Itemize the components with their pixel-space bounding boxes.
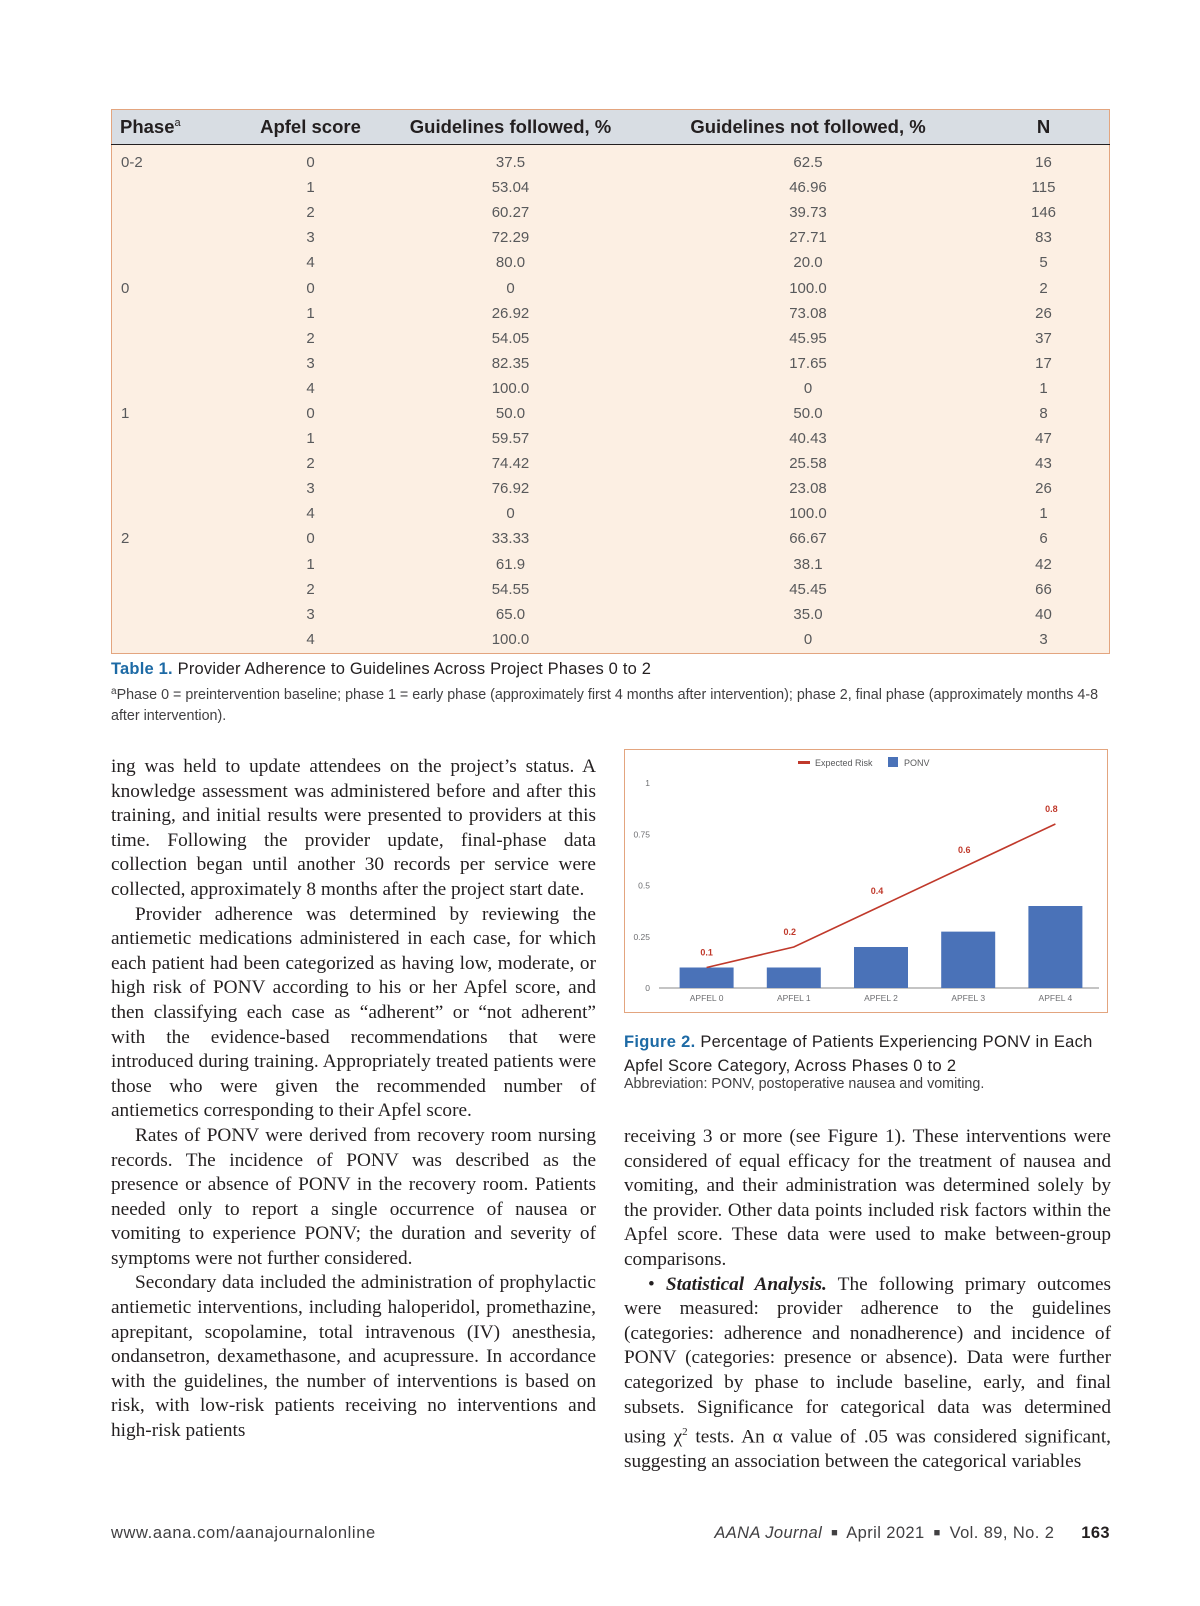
table-cell-n: 37 [1035, 329, 1052, 347]
table-row [112, 145, 1110, 176]
table-cell-apfel: 0 [306, 404, 315, 422]
table-cell-apfel: 2 [306, 204, 315, 222]
table-cell-followed: 54.55 [491, 580, 530, 598]
table-cell-followed: 80.0 [495, 254, 526, 272]
table-cell-n: 115 [1031, 179, 1056, 197]
table-cell-followed: 33.33 [491, 530, 530, 548]
x-tick-label: APFEL 1 [776, 993, 811, 1003]
table-cell-followed: 60.27 [491, 204, 530, 222]
table-cell-phase [112, 552, 239, 577]
volume: Vol. 89, No. 2 [949, 1524, 1055, 1542]
table-cell-n: 146 [1030, 204, 1057, 222]
table-cell-n: 43 [1035, 455, 1052, 473]
table-cell-apfel: 4 [306, 379, 315, 397]
table-cell-not-followed: 35.0 [793, 605, 823, 623]
table-cell-phase [112, 577, 239, 602]
table-row [112, 326, 1110, 351]
table-cell-n: 42 [1035, 555, 1052, 573]
table-header-row [112, 110, 1110, 145]
table-row [112, 426, 1110, 451]
table-cell-phase [112, 351, 239, 376]
data-label: 0.8 [1045, 804, 1058, 814]
x-tick-label: APFEL 2 [864, 993, 898, 1003]
section-heading: Statistical Analysis. [665, 1273, 827, 1295]
table-cell-phase: 0-2 [121, 154, 143, 172]
table-row [112, 476, 1110, 501]
data-label: 0.2 [783, 927, 797, 937]
ponv-bar [767, 968, 821, 989]
table-cell-apfel: 2 [306, 580, 315, 598]
page-number: 163 [1081, 1524, 1110, 1542]
table-cell-apfel: 1 [306, 430, 315, 448]
table-row [112, 552, 1110, 577]
table-caption [111, 660, 1111, 679]
table-cell-not-followed: 66.67 [789, 530, 827, 548]
table-cell-not-followed: 40.43 [789, 430, 827, 448]
table-cell-followed: 100.0 [491, 379, 530, 397]
y-tick-label: 0.75 [633, 829, 650, 840]
table-cell-followed: 0 [506, 505, 515, 523]
table-row [112, 627, 1110, 654]
table-row [112, 602, 1110, 627]
table-cell-followed: 82.35 [491, 354, 530, 372]
table-cell-not-followed: 45.45 [789, 580, 827, 598]
table-cell-n: 40 [1035, 605, 1052, 623]
y-tick-label: 0.5 [638, 880, 650, 891]
table-cell-not-followed: 0 [803, 631, 813, 649]
legend-label-expected-risk: Expected Risk [815, 758, 873, 768]
table-cell-phase [112, 602, 239, 627]
table-cell-phase [112, 175, 239, 200]
table-body [112, 145, 1110, 654]
table-cell-followed: 37.5 [495, 154, 526, 172]
table-cell-apfel: 0 [306, 530, 315, 548]
table-row [112, 225, 1110, 250]
data-label: 0.1 [700, 947, 713, 958]
table-cell-phase [112, 426, 239, 451]
table-row [112, 200, 1110, 225]
table-row [112, 526, 1110, 551]
table-cell-not-followed: 39.73 [789, 204, 827, 222]
table-row [112, 175, 1110, 200]
table-cell-followed: 54.05 [491, 329, 530, 347]
table-row [112, 577, 1110, 602]
table-cell-n: 1 [1039, 505, 1048, 523]
paragraph: ing was held to update attendees on the project’s status. A knowledge assessment was administered before and after this training, and initial results were presented to providers at this time. Following the provider update, final-phase data collection began until another 30 records per service were collected, approximately 8 months after the project start date. [111, 756, 596, 900]
table-cell-n: 8 [1039, 404, 1048, 422]
table-cell-not-followed: 50.0 [793, 404, 823, 422]
table-caption-label: Table 1. [111, 660, 173, 678]
table-cell-followed: 76.92 [491, 480, 530, 498]
y-tick-label: 1 [645, 778, 650, 788]
table-caption-text: Provider Adherence to Guidelines Across Project Phases 0 to 2 [177, 660, 652, 678]
figure-abbreviation: Abbreviation: PONV, postoperative nausea and vomiting. [624, 1076, 985, 1092]
data-label: 0.6 [957, 845, 971, 855]
table-footnote: $^a$Phase 0 = preintervention baseline; phase 1 = early phase (approximately first 4 months after intervention); phase 2, final phase (approximately months 4-8 after intervention). [111, 686, 1099, 724]
table-cell-not-followed: 46.96 [789, 179, 827, 197]
table-cell-apfel: 4 [306, 631, 315, 649]
table-cell-apfel: 3 [306, 354, 315, 372]
table-cell-n: 26 [1035, 304, 1052, 322]
table-cell-phase [112, 451, 239, 476]
table-cell-phase [112, 225, 239, 250]
ponv-bar [941, 932, 995, 988]
table-cell-phase [112, 250, 239, 275]
table-cell-not-followed: 0 [803, 379, 813, 397]
header-guidelines-not-followed: Guidelines not followed, % [638, 110, 978, 145]
table-cell-n: 16 [1035, 154, 1052, 172]
table-cell-followed: 65.0 [495, 605, 526, 623]
table-cell-not-followed: 100.0 [789, 505, 827, 523]
table-cell-followed: 59.57 [491, 430, 530, 448]
right-column-text [624, 1125, 1111, 1475]
table-row [112, 250, 1110, 275]
table-cell-followed: 26.92 [491, 304, 530, 322]
x-tick-label: APFEL 3 [951, 993, 986, 1003]
ponv-bar [680, 968, 734, 989]
table-cell-followed: 53.04 [491, 179, 530, 197]
paragraph: Provider adherence was determined by reviewing the antiemetic medications administered in each case, for which each patient had been categorized as having low, moderate, or high risk of PONV according to his or her Apfel score, and then classifying each case as “adherent” or “not adherent” with the evidence-based recommendations that were introduced during training. Appropriately treated patients were those who were given the recommended number of antiemetics corresponding to their Apfel score. [111, 903, 596, 1122]
table-row [112, 501, 1110, 526]
table-cell-n: 3 [1039, 631, 1048, 649]
table-cell-followed: 61.9 [495, 555, 526, 573]
table-cell-phase [112, 301, 239, 326]
table-cell-not-followed: 20.0 [793, 254, 823, 272]
table-cell-phase: 1 [121, 404, 130, 422]
left-column-text [111, 755, 596, 1444]
paragraph-statistical-analysis: • Statistical Analysis. The following primary outcomes were measured: provider adherence to the guidelines (categories: adherence and nonadherence) and incidence of PONV (categories: presence or absence). Data were further categorized by phase to include baseline, early, and final subsets. Significance for categorical data was determined using $\chi^2$ tests. An α value of .05 was considered significant, suggesting an association between the categorical variables [624, 1273, 1112, 1473]
y-tick-label: 0.25 [633, 931, 650, 942]
table-cell-n: 5 [1039, 254, 1048, 272]
table-cell-apfel: 4 [306, 254, 315, 272]
table-cell-apfel: 3 [306, 605, 315, 623]
table-cell-apfel: 2 [306, 329, 315, 347]
footer-url: www.aana.com/aanajournalonline [111, 1524, 376, 1542]
table-cell-n: 66 [1035, 580, 1052, 598]
table-cell-not-followed: 45.95 [789, 329, 827, 347]
table-cell-not-followed: 100.0 [789, 279, 827, 297]
table-row [112, 351, 1110, 376]
figure-caption [624, 1030, 1114, 1078]
table-cell-followed: 50.0 [495, 404, 526, 422]
table-cell-n: 2 [1039, 279, 1048, 297]
table-cell-apfel: 2 [306, 455, 315, 473]
table-cell-phase [112, 627, 239, 654]
paragraph: Secondary data included the administration of prophylactic antiemetic interventions, including haloperidol, promethazine, aprepitant, scopolamine, total intravenous (IV) anesthesia, ondansetron, dexamethasone, and acupressure. In accordance with the guidelines, the number of interventions is based on risk, with low-risk patients receiving no interventions and high-risk patients [111, 1272, 596, 1442]
table-cell-phase [112, 326, 239, 351]
table-cell-n: 47 [1035, 430, 1052, 448]
table-cell-not-followed: 73.08 [789, 304, 827, 322]
header-guidelines-followed: Guidelines followed, % [383, 110, 638, 145]
table-cell-n: 6 [1039, 530, 1048, 548]
table-cell-n: 17 [1035, 354, 1052, 372]
table-row [112, 401, 1110, 426]
footer-citation: AANA Journal ■ April 2021 ■ Vol. 89, No. 2 163 [714, 1524, 1110, 1542]
table-cell-phase: 0 [121, 279, 130, 297]
chart-svg [625, 750, 1109, 1014]
table-cell-apfel: 1 [306, 555, 315, 573]
table-cell-phase [112, 501, 239, 526]
x-tick-label: APFEL 0 [689, 993, 724, 1003]
table-cell-followed: 72.29 [491, 229, 530, 247]
x-tick-label: APFEL 4 [1038, 993, 1073, 1003]
journal-name: AANA Journal [714, 1524, 823, 1542]
paragraph: Rates of PONV were derived from recovery room nursing records. The incidence of PONV was described as the presence or absence of PONV in the recovery room. Patients needed only to report a single occurrence of nausea or vomiting to experience PONV; the duration and severity of symptoms were not further considered. [111, 1124, 596, 1269]
table-cell-phase [112, 476, 239, 501]
header-n: N [978, 110, 1110, 145]
table-cell-phase: 2 [121, 530, 130, 548]
table-cell-followed: 74.42 [491, 455, 530, 473]
table-cell-not-followed: 23.08 [789, 480, 827, 498]
table-cell-apfel: 0 [306, 154, 315, 172]
adherence-table [111, 109, 1110, 654]
table-cell-n: 26 [1035, 480, 1052, 498]
table-cell-not-followed: 25.58 [789, 455, 827, 473]
figure-ponv-chart [624, 749, 1108, 1013]
table-cell-followed: 0 [506, 279, 515, 297]
header-apfel-score: Apfel score [238, 110, 383, 145]
figure-caption-text: Percentage of Patients Experiencing PONV in Each Apfel Score Category, Across Phases 0 to 2 [624, 1033, 1093, 1075]
table-cell-apfel: 4 [306, 505, 315, 523]
header-phase: Phase$^a$ [112, 110, 239, 145]
ponv-bar [854, 947, 908, 988]
table-row [112, 301, 1110, 326]
table-row [112, 275, 1110, 300]
table-cell-not-followed: 38.1 [793, 555, 823, 573]
paragraph: receiving 3 or more (see Figure 1). These interventions were considered of equal efficacy for the treatment of nausea and vomiting, and their administration was determined solely by the provider. Other data points included risk factors within the Apfel score. These data were used to make between-group comparisons. [624, 1126, 1111, 1270]
table-cell-n: 83 [1035, 229, 1052, 247]
figure-caption-label: Figure 2. [624, 1033, 696, 1051]
legend-swatch-ponv [888, 757, 898, 767]
table-cell-not-followed: 62.5 [793, 154, 823, 172]
table-row [112, 376, 1110, 401]
table-cell-phase [112, 200, 239, 225]
table-cell-not-followed: 17.65 [789, 354, 827, 372]
table-cell-apfel: 1 [306, 179, 315, 197]
issue-date: April 2021 [846, 1524, 925, 1542]
table-cell-n: 1 [1039, 379, 1048, 397]
table-cell-not-followed: 27.71 [789, 229, 827, 247]
table-cell-apfel: 1 [306, 304, 315, 322]
table-cell-apfel: 0 [306, 279, 315, 297]
table-cell-apfel: 3 [306, 229, 315, 247]
data-label: 0.4 [870, 886, 884, 896]
ponv-bar [1028, 906, 1082, 988]
legend-swatch-expected-risk [798, 761, 810, 764]
table-cell-apfel: 3 [306, 480, 315, 498]
y-tick-label: 0 [645, 983, 650, 993]
legend-label-ponv: PONV [904, 758, 930, 768]
table-cell-followed: 100.0 [491, 631, 530, 649]
table-row [112, 451, 1110, 476]
table-cell-phase [112, 376, 239, 401]
